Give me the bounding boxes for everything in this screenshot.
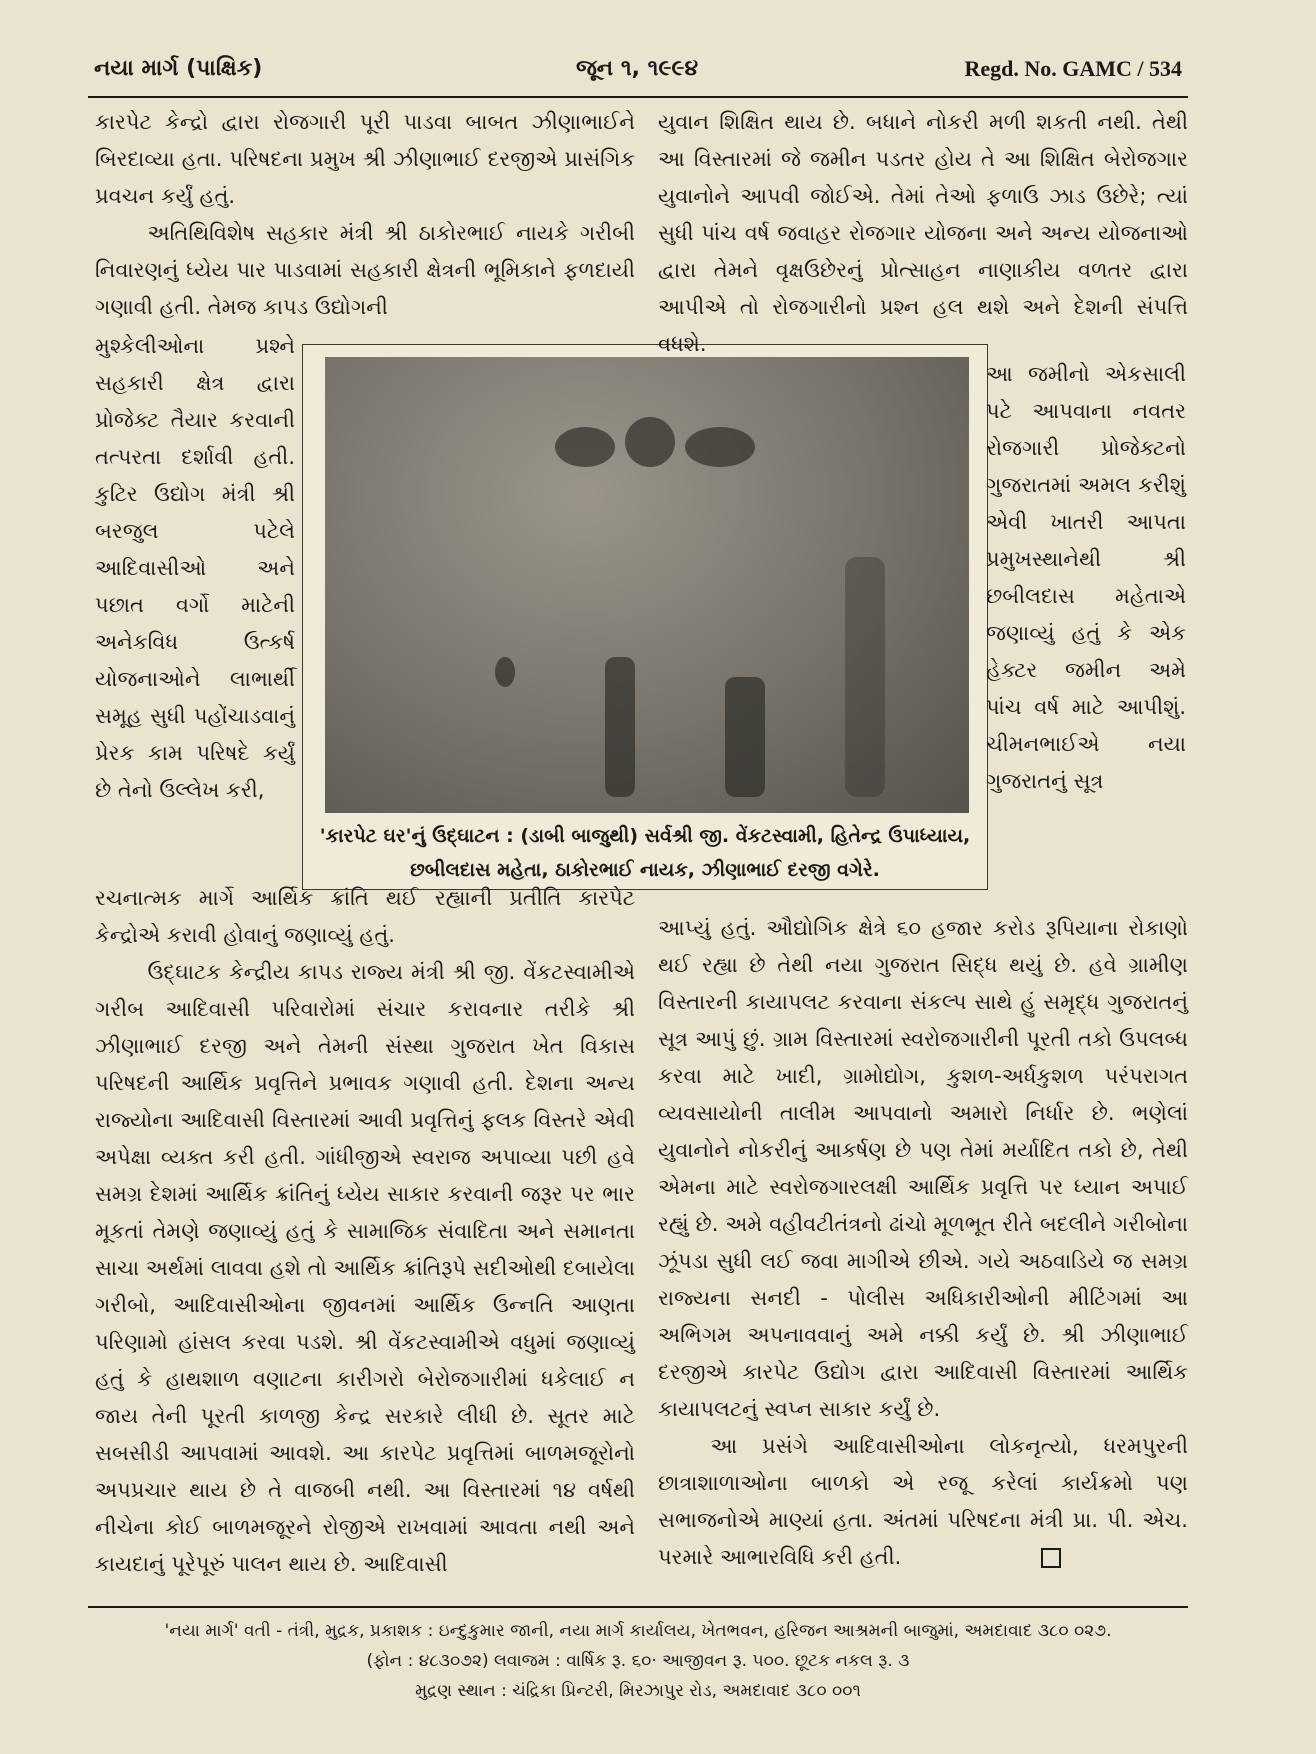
registration-number: Regd. No. GAMC / 534 bbox=[964, 56, 1182, 81]
photo-box bbox=[302, 344, 988, 890]
paragraph: આ જમીનો એકસાલી પટે આપવાના નવતર રોજગારી પ્રોજેક્ટનો ગુજરાતમાં અમલ કરીશું એવી ખાતરી આપતા પ્રમુખસ્થાનેથી શ્રી છબીલદાસ મહેતાએ જણાવ્યું હતું કે એક હેક્ટર જમીન અમે પાંચ વર્ષ માટે આપીશું. ચીમનભાઈએ નયા ગુજરાતનું સૂત્ર bbox=[986, 362, 1186, 793]
caption-line: 'કારપેટ ઘર'નું ઉદ્ઘાટન : (ડાબી બાજુથી) સર્વશ્રી જી. વેંકટસ્વામી, હિતેન્દ્ર ઉપાધ્યાય, bbox=[319, 825, 971, 847]
left-wrap-column bbox=[95, 328, 295, 809]
paragraph: ઉદ્ઘાટક કેન્દ્રીય કાપડ રાજ્ય મંત્રી શ્રી જી. વેંકટસ્વામીએ ગરીબ આદિવાસી પરિવારોમાં સંચાર કરાવનાર તરીકે શ્રી ઝીણાભાઈ દરજી અને તેમની સંસ્થા ગુજરાત ખેત વિકાસ પરિષદની આર્થિક પ્રવૃત્તિને પ્રભાવક ગણાવી હતી. દેશના અન્ય રાજ્યોના આદિવાસી વિસ્તારમાં આવી પ્રવૃત્તિનું ફલક વિસ્તરે એવી અપેક્ષા વ્યક્ત કરી હતી. ગાંધીજીએ સ્વરાજ અપાવ્યા પછી હવે સમગ્ર દેશમાં આર્થિક ક્રાંતિનું ધ્યેય સાકાર કરવાની જરૂર પર ભાર મૂકતાં તેમણે જણાવ્યું હતું કે સામાજિક સંવાદિતા અને સમાનતા સાચા અર્થમાં લાવવા હશે તો આર્થિક ક્રાંતિરૂપે સદીઓથી દબાયેલા ગરીબો, આદિવાસીઓના જીવનમાં આર્થિક ઉન્નતિ આણતા પરિણામો હાંસલ કરવા પડશે. શ્રી વેંકટસ્વામીએ વધુમાં જણાવ્યું હતું કે હાથશાળ વણાટના કારીગરો બેરોજગારીમાં ધકેલાઈ ન જાય તેની પૂરતી કાળજી કેન્દ્ર સરકારે લીધી છે. સૂતર માટે સબસીડી આપવામાં આવશે. આ કારપેટ પ્રવૃત્તિમાં બાળમજૂરોનો અપપ્રચાર થાય છે તે વાજબી નથી. આ વિસ્તારમાં ૧૪ વર્ષથી નીચેના કોઈ બાળમજૂરને રોજીએ રાખવામાં આવતા નથી અને કાયદાનું પૂરેપૂરું પાલન થાય છે. આદિવાસી bbox=[95, 960, 635, 1576]
issue-date: જૂન ૧, ૧૯૯૪ bbox=[576, 56, 699, 81]
caption-line: છબીલદાસ મહેતા, ઠાકોરભાઈ નાયક, ઝીણાભાઈ દરજી વગેરે. bbox=[410, 859, 880, 881]
page-header bbox=[88, 52, 1188, 98]
paragraph: રચનાત્મક માર્ગે આર્થિક ક્રાંતિ થઈ રહ્યાની પ્રતીતિ કારપેટ કેન્દ્રોએ કરાવી હોવાનું જણાવ્યું હતું. bbox=[95, 886, 635, 947]
end-mark-icon bbox=[1041, 1548, 1061, 1568]
imprint-footer bbox=[88, 1606, 1188, 1706]
paragraph: યુવાન શિક્ષિત થાય છે. બધાને નોકરી મળી શકતી નથી. તેથી આ વિસ્તારમાં જે જમીન પડતર હોય તે આ શિક્ષિત બેરોજગાર યુવાનોને આપવી જોઈએ. તેમાં તેઓ ફળાઉ ઝાડ ઉછેરે; ત્યાં સુધી પાંચ વર્ષ જવાહર રોજગાર યોજના અને અન્ય યોજનાઓ દ્વારા તેમને વૃક્ષઉછેરનું પ્રોત્સાહન નાણાકીય વળતર દ્વારા આપીએ તો રોજગારીનો પ્રશ્ન હલ થશે અને દેશની સંપત્તિ વધશે. bbox=[658, 110, 1188, 356]
imprint-line: (ફોન : ૪૮૩૦૭૨) લવાજમ : વાર્ષિક રૂ. ૬૦· આજીવન રૂ. ૫૦૦. છૂટક નકલ રૂ. ૩ bbox=[366, 1651, 910, 1671]
paragraph: કારપેટ કેન્દ્રો દ્વારા રોજગારી પૂરી પાડવા બાબત ઝીણાભાઈને બિરદાવ્યા હતા. પરિષદના પ્રમુખ શ્રી ઝીણાભાઈ દરજીએ પ્રાસંગિક પ્રવચન કર્યું હતું. bbox=[95, 110, 635, 208]
imprint-line: મુદ્રણ સ્થાન : ચંદ્રિકા પ્રિન્ટરી, મિરઝાપુર રોડ, અમદાવાદ ૩૮૦ ૦૦૧ bbox=[415, 1681, 861, 1701]
closing-text: આ પ્રસંગે આદિવાસીઓના લોકનૃત્યો, ધરમપુરની છાત્રાશાળાઓના બાળકો એ રજૂ કરેલાં કાર્યક્રમો પણ સભાજનોએ માણ્યાં હતા. અંતમાં પરિષદના મંત્રી પ્રા. પી. એચ. પરમારે આભારવિધિ કરી હતી. bbox=[658, 1434, 1188, 1569]
left-column-bottom bbox=[95, 880, 635, 1583]
left-column-top bbox=[95, 104, 635, 326]
right-wrap-column bbox=[986, 356, 1186, 800]
inauguration-photo bbox=[325, 357, 969, 813]
publication-name: નયા માર્ગ (પાક્ષિક) bbox=[94, 56, 263, 81]
paragraph bbox=[658, 1428, 1188, 1576]
right-column-bottom bbox=[658, 910, 1188, 1576]
paragraph: આપ્યું હતું. ઔદ્યોગિક ક્ષેત્રે ૬૦ હજાર કરોડ રૂપિયાના રોકાણો થઈ રહ્યા છે તેથી નયા ગુજરાત સિદ્ધ થયું છે. હવે ગ્રામીણ વિસ્તારની કાયાપલટ કરવાના સંકલ્પ સાથે હું સમૃદ્ધ ગુજરાતનું સૂત્ર આપું છું. ગ્રામ વિસ્તારમાં સ્વરોજગારીની પૂરતી તકો ઉપલબ્ધ કરવા માટે ખાદી, ગ્રામોદ્યોગ, કુશળ-અર્ધકુશળ પરંપરાગત વ્યવસાયોની તાલીમ આપવાનો અમારો નિર્ધાર છે. ભણેલાં યુવાનોને નોકરીનું આકર્ષણ છે પણ તેમાં મર્યાદિત તકો છે, તેથી એમના માટે સ્વરોજગારલક્ષી આર્થિક પ્રવૃત્તિ પર ધ્યાન અપાઈ રહ્યું છે. અમે વહીવટીતંત્રનો ઢાંચો મૂળભૂત રીતે બદલીને ગરીબોના ઝૂંપડા સુધી લઈ જવા માગીએ છીએ. ગયે અઠવાડિયે જ સમગ્ર રાજ્યના સનદી - પોલીસ અધિકારીઓની મીટિંગમાં આ અભિગમ અપનાવવાનું અમે નક્કી કર્યું છે. શ્રી ઝીણાભાઈ દરજીએ કારપેટ ઉદ્યોગ દ્વારા આદિવાસી વિસ્તારમાં આર્થિક કાયાપલટનું સ્વપ્ન સાકાર કર્યું છે. bbox=[658, 916, 1188, 1421]
paragraph: મુશ્કેલીઓના પ્રશ્ને સહકારી ક્ષેત્ર દ્વારા પ્રોજેક્ટ તૈયાર કરવાની તત્પરતા દર્શાવી હતી. કુટિર ઉદ્યોગ મંત્રી શ્રી બરજુલ પટેલે આદિવાસીઓ અને પછાત વર્ગો માટેની અનેકવિધ ઉત્કર્ષ યોજનાઓને લાભાર્થી સમૂહ સુધી પહોંચાડવાનું પ્રેરક કામ પરિષદે કર્યું છે તેનો ઉલ્લેખ કરી, bbox=[95, 334, 295, 802]
paragraph: અતિથિવિશેષ સહકાર મંત્રી શ્રી ઠાકોરભાઈ નાયકે ગરીબી નિવારણનું ધ્યેય પાર પાડવામાં સહકારી ક્ષેત્રની ભૂમિકાને ફળદાયી ગણાવી હતી. તેમજ કાપડ ઉદ્યોગની bbox=[95, 221, 635, 319]
imprint-line: 'નયા માર્ગ' વતી - તંત્રી, મુદ્રક, પ્રકાશક : ઇન્દુકુમાર જાની, નયા માર્ગ કાર્યાલય, ખેતભવન, હરિજન આશ્રમની બાજુમાં, અમદાવાદ ૩૮૦ ૦૨૭. bbox=[164, 1621, 1112, 1641]
photo-caption bbox=[315, 819, 975, 887]
right-column-top bbox=[658, 104, 1188, 363]
